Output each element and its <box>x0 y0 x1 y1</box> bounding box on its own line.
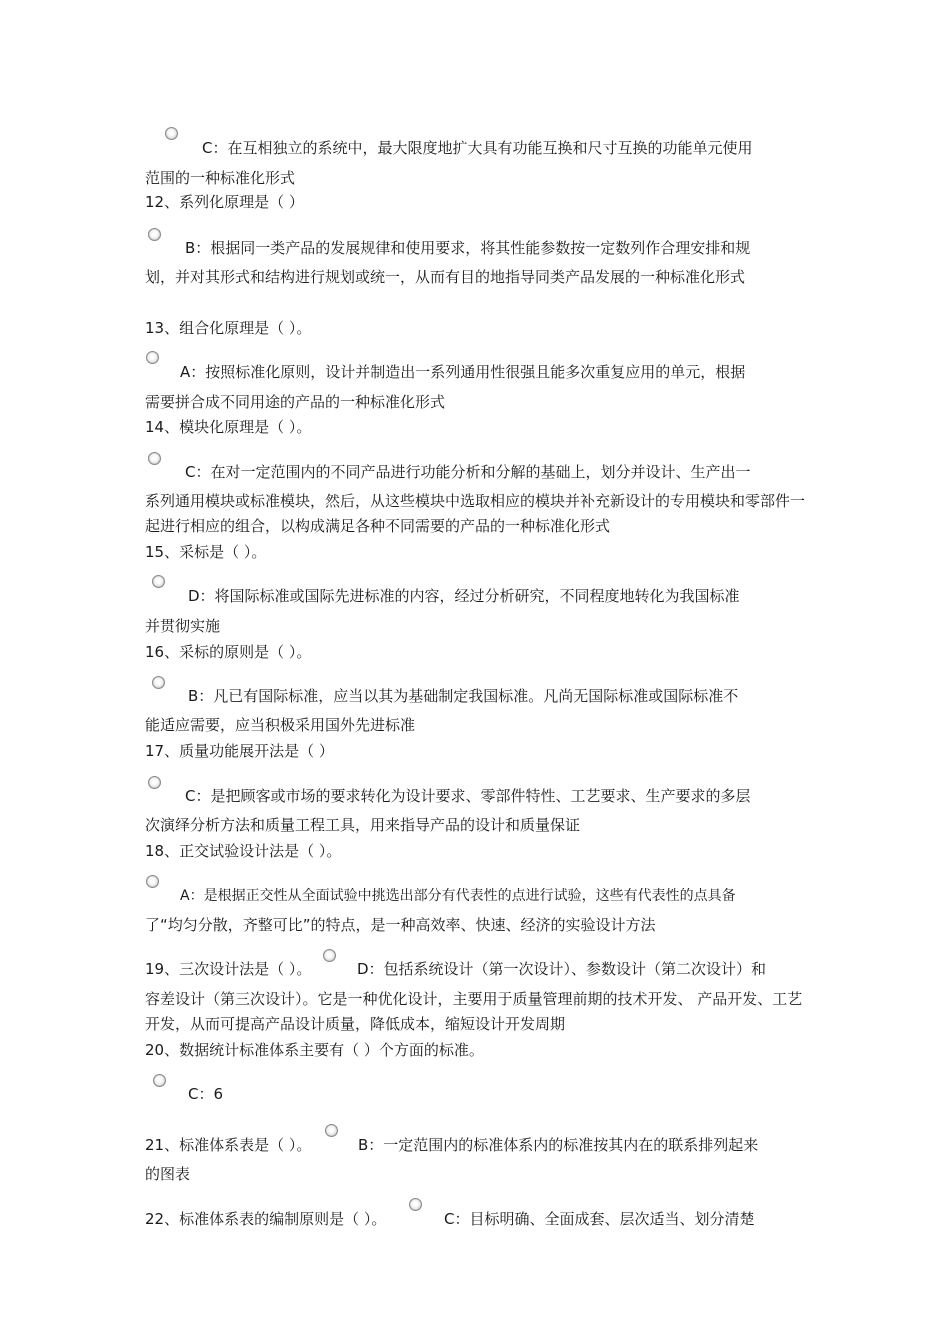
radio-option-22[interactable] <box>409 1198 422 1211</box>
answer-14-rest: 系列通用模块或标准模块，然后，从这些模块中选取相应的模块并补充新设计的专用模块和零部件一起进行相应的组合，以构成满足各种不同需要的产品的一种标准化形式 <box>145 492 806 535</box>
answer-15-rest: 并贯彻实施 <box>145 617 221 635</box>
radio-option-13[interactable] <box>146 351 159 364</box>
answer-15-line1: D：将国际标准或国际先进标准的内容，经过分析研究，不同程度地转化为我国标准 <box>188 587 740 605</box>
radio-option-11[interactable] <box>165 127 178 140</box>
radio-option-20[interactable] <box>153 1074 166 1087</box>
answer-13-line1: A：按照标准化原则，设计并制造出一系列通用性很强且能多次重复应用的单元，根据 <box>180 363 746 381</box>
answer-11-line1: C：在互相独立的系统中，最大限度地扩大具有功能互换和尺寸互换的功能单元使用 <box>202 139 753 157</box>
answer-12-line1: B：根据同一类产品的发展规律和使用要求，将其性能参数按一定数列作合理安排和规 <box>185 239 751 257</box>
radio-option-16[interactable] <box>152 676 165 689</box>
radio-option-19[interactable] <box>323 949 336 962</box>
question-21: 21、标准体系表是（ ）。 <box>145 1136 312 1154</box>
answer-17-line1: C：是把顾客或市场的要求转化为设计要求、零部件特性、工艺要求、生产要求的多层 <box>185 787 751 805</box>
radio-option-14[interactable] <box>148 452 161 465</box>
question-12: 12、系列化原理是（ ） <box>145 193 304 211</box>
answer-20-line1: C：6 <box>188 1085 224 1103</box>
answer-17-rest: 次演绎分析方法和质量工程工具，用来指导产品的设计和质量保证 <box>145 816 581 834</box>
question-22: 22、标准体系表的编制原则是（ ）。 <box>145 1210 387 1228</box>
question-16: 16、采标的原则是（ ）。 <box>145 643 312 661</box>
question-14: 14、模块化原理是（ ）。 <box>145 418 312 436</box>
radio-option-17[interactable] <box>148 776 161 789</box>
answer-19-line1: D：包括系统设计（第一次设计）、参数设计（第二次设计）和 <box>357 960 767 978</box>
question-15: 15、采标是（ ）。 <box>145 543 267 561</box>
answer-19-rest: 容差设计（第三次设计）。它是一种优化设计，主要用于质量管理前期的技术开发、 产品开发、工艺开发，从而可提高产品设计质量，降低成本，缩短设计开发周期 <box>145 990 803 1033</box>
question-20: 20、数据统计标准体系主要有（ ）个方面的标准。 <box>145 1041 484 1059</box>
answer-16-line1: B：凡已有国际标准，应当以其为基础制定我国标准。凡尚无国际标准或国际标准不 <box>188 687 739 705</box>
answer-18-rest: 了“均匀分散，齐整可比”的特点，是一种高效率、快速、经济的实验设计方法 <box>145 916 656 934</box>
question-13: 13、组合化原理是（ ）。 <box>145 319 312 337</box>
answer-16-rest: 能适应需要，应当积极采用国外先进标准 <box>145 716 416 734</box>
answer-18-line1: A：是根据正交性从全面试验中挑选出部分有代表性的点进行试验，这些有代表性的点具备 <box>180 888 736 904</box>
answer-12-rest: 划，并对其形式和结构进行规划或统一，从而有目的地指导同类产品发展的一种标准化形式 <box>145 268 746 286</box>
radio-option-15[interactable] <box>152 575 165 588</box>
question-17: 17、质量功能展开法是（ ） <box>145 742 334 760</box>
radio-option-12[interactable] <box>148 228 161 241</box>
question-19: 19、三次设计法是（ ）。 <box>145 960 312 978</box>
radio-option-18[interactable] <box>146 875 159 888</box>
answer-21-rest: 的图表 <box>145 1165 191 1183</box>
answer-13-rest: 需要拼合成不同用途的产品的一种标准化形式 <box>145 393 446 411</box>
answer-11-rest: 范围的一种标准化形式 <box>145 169 296 187</box>
radio-option-21[interactable] <box>325 1124 338 1137</box>
answer-21-line1: B：一定范围内的标准体系内的标准按其内在的联系排列起来 <box>358 1136 759 1154</box>
answer-14-line1: C：在对一定范围内的不同产品进行功能分析和分解的基础上，划分并设计、生产出一 <box>185 463 751 481</box>
answer-22-line1: C：目标明确、全面成套、层次适当、划分清楚 <box>444 1210 755 1228</box>
question-18: 18、正交试验设计法是（ ）。 <box>145 842 342 860</box>
